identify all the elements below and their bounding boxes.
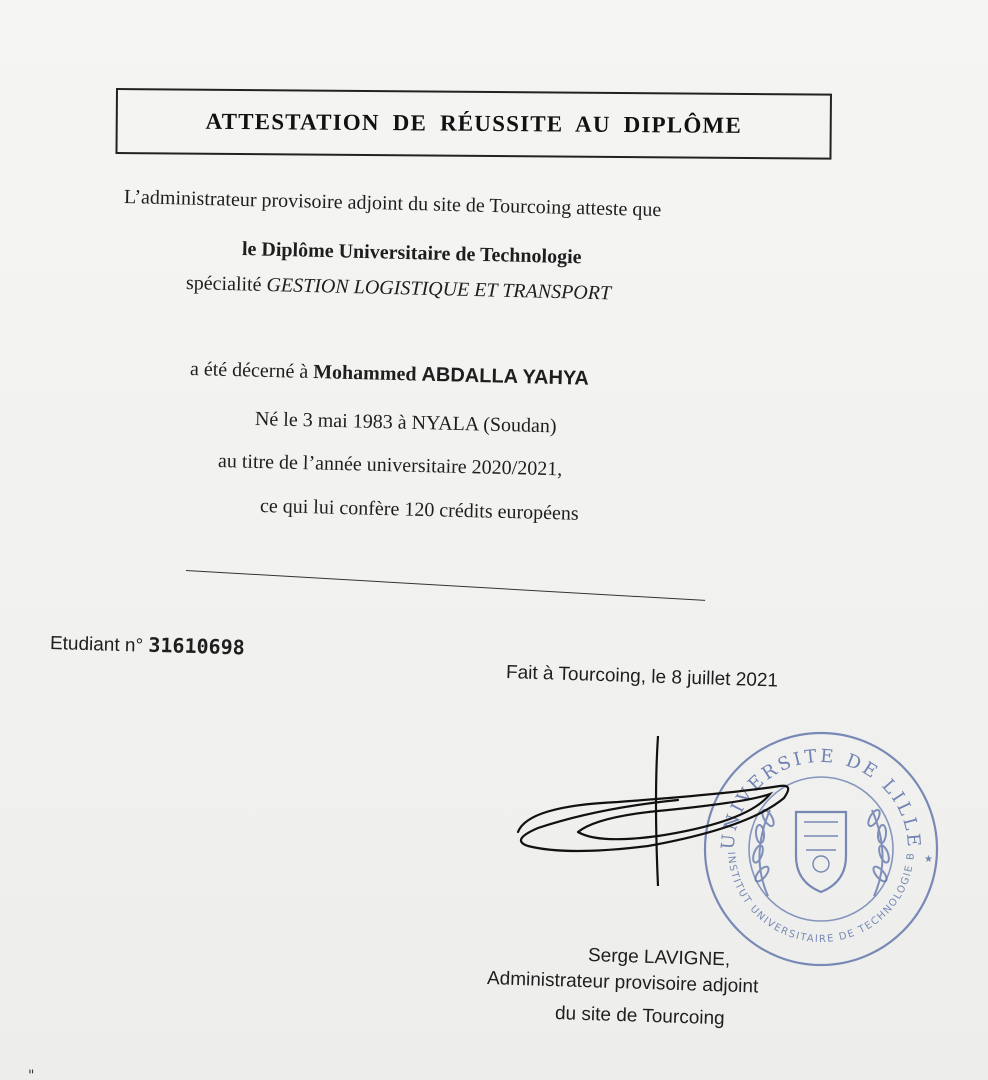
credits-text: ce qui lui confère 120 crédits européens [259, 495, 579, 525]
footer-mark: " [28, 1068, 35, 1080]
signatory-title-1: Administrateur provisoire adjoint [486, 968, 759, 998]
birth-line [255, 408, 557, 438]
signatory-title-line-2 [555, 1003, 725, 1030]
recipient-first-name: Mohammed [312, 361, 417, 386]
awarded-line [190, 358, 589, 391]
diploma-line [242, 238, 582, 269]
signatory-name: Serge LAVIGNE, [587, 945, 731, 971]
recipient-last-name: ABDALLA YAHYA [421, 363, 590, 390]
place-date-text: Fait à Tourcoing, le 8 juillet 2021 [505, 662, 779, 692]
intro-line [124, 186, 662, 222]
signatory-title-line-1 [487, 968, 759, 999]
awarded-prefix: a été décerné à [189, 358, 309, 383]
title-box [115, 88, 831, 160]
specialty-line [186, 272, 612, 305]
stamp-top-text: UNIVERSITE DE LILLE [717, 745, 925, 851]
separator-line [186, 570, 705, 601]
intro-text: L’administrateur provisoire adjoint du site de Tourcoing atteste que [123, 186, 662, 222]
stamp-star-icon: ★ [924, 854, 933, 865]
place-date-line [506, 662, 779, 693]
document-title: ATTESTATION DE RÉUSSITE AU DIPLÔME [205, 108, 743, 138]
specialty-name: GESTION LOGISTIQUE ET TRANSPORT [266, 273, 612, 305]
birth-text: Né le 3 mai 1983 à NYALA (Soudan) [254, 408, 557, 438]
student-number-line [50, 630, 245, 660]
student-number: 31610698 [148, 632, 246, 660]
diploma-name: le Diplôme Universitaire de Technologie [241, 238, 582, 269]
academic-year-text: au titre de l’année universitaire 2020/2021, [217, 450, 563, 481]
academic-year-line [218, 450, 563, 481]
signature [508, 736, 798, 886]
signatory-name-line [588, 945, 731, 971]
specialty-prefix: spécialité [185, 272, 262, 296]
stamp-bottom-text: INSTITUT UNIVERSITAIRE DE TECHNOLOGIE B [725, 851, 918, 946]
credits-line [260, 495, 579, 526]
shield-icon [796, 812, 846, 892]
student-label: Etudiant n° [49, 633, 144, 657]
signatory-title-2: du site de Tourcoing [554, 1003, 725, 1030]
